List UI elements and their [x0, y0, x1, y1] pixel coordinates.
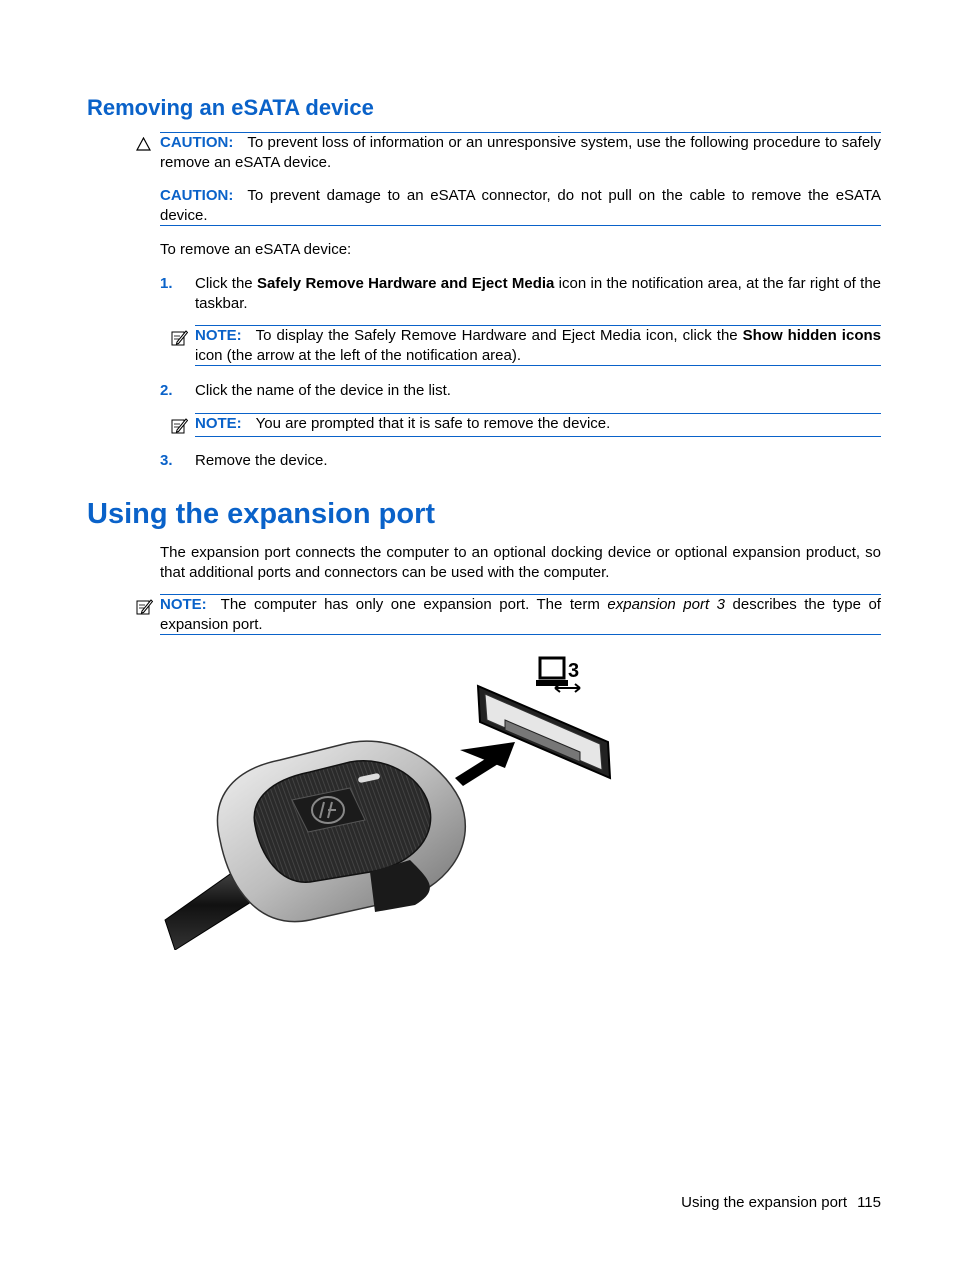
- intro-text: To remove an eSATA device:: [160, 241, 352, 258]
- step-number: 1.: [160, 275, 173, 292]
- expansion-port-icon: [536, 658, 580, 692]
- step-1-text: Click the Safely Remove Hardware and Eject Media icon in the notification area, at the far right of the taskbar.: [195, 275, 881, 312]
- note-2-rule-bottom: [195, 436, 881, 437]
- note-pencil-icon: [171, 329, 188, 346]
- step-2-text: Click the name of the device in the list.: [195, 382, 451, 399]
- note-3-rule-bottom: [160, 634, 881, 635]
- step-number: 3.: [160, 452, 173, 469]
- caution-rule-bottom: [160, 225, 881, 226]
- note-2: NOTE: You are prompted that it is safe to remove the device.: [195, 415, 611, 432]
- step-3-text: Remove the device.: [195, 452, 328, 469]
- footer-text: Using the expansion port: [681, 1194, 848, 1211]
- step-number: 2.: [160, 382, 173, 399]
- note-1-rule-bottom: [195, 365, 881, 366]
- expansion-body: The expansion port connects the computer to an optional docking device or optional expansion product, so that additional ports and connectors can be used with the computer.: [160, 544, 881, 581]
- section-heading-esata: Removing an eSATA device: [87, 95, 374, 120]
- note-pencil-icon: [136, 598, 153, 615]
- note-3: NOTE: The computer has only one expansion port. The term expansion port 3 describes the type of expansion port.: [160, 596, 881, 633]
- caution-2: CAUTION: To prevent damage to an eSATA connector, do not pull on the cable to remove the eSATA device.: [160, 187, 881, 224]
- caution-1: CAUTION: To prevent loss of information or an unresponsive system, use the following procedure to safely remove an eSATA device.: [160, 134, 881, 171]
- note-pencil-icon: [171, 417, 188, 434]
- note-1: NOTE: To display the Safely Remove Hardware and Eject Media icon, click the Show hidden icons icon (the arrow at the left of the notification area).: [195, 327, 881, 364]
- expansion-port-illustration: [160, 650, 620, 950]
- caution-triangle-icon: [136, 137, 151, 151]
- section-heading-expansion-port: Using the expansion port: [87, 498, 436, 530]
- page-footer: [681, 1193, 881, 1213]
- page-number: 115: [857, 1194, 881, 1211]
- port-icon-label: 3: [568, 660, 580, 682]
